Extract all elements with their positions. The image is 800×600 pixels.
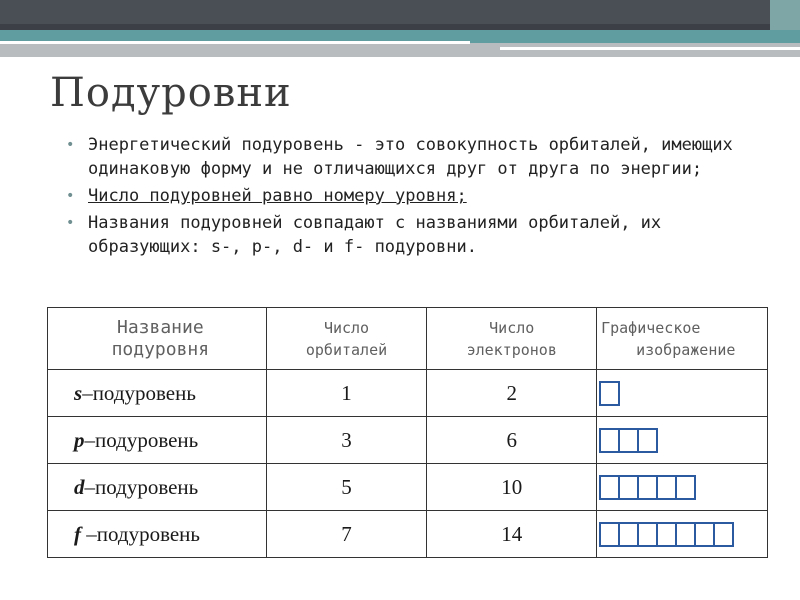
header-white-line [0, 41, 470, 44]
orbital-cell [618, 428, 639, 453]
header-orbitals [266, 308, 427, 370]
bullet-list [66, 133, 766, 262]
bullet-item [66, 211, 766, 259]
bullet-item [66, 184, 766, 208]
sublevel-letter: s [74, 380, 83, 405]
orbital-cell [637, 475, 658, 500]
orbital-cell [599, 381, 620, 406]
bullet-text: Энергетический подуровень - это совокупность орбиталей, имеющих одинаковую форму и не отличающихся друг от друга по энергии; [88, 135, 733, 179]
bullet-item [66, 133, 766, 181]
orbital-count: 7 [266, 511, 427, 558]
electron-count: 14 [427, 511, 597, 558]
orbital-diagram-cell [597, 464, 768, 511]
orbital-cell [694, 522, 715, 547]
bullet-dot-icon: • [66, 188, 75, 204]
sublevel-letter: p [74, 427, 85, 452]
electron-count: 6 [427, 417, 597, 464]
header-name-line1: Название [116, 316, 204, 338]
orbital-cell [618, 522, 639, 547]
orbital-cell [713, 522, 734, 547]
header-accent [770, 0, 800, 30]
electron-count: 10 [427, 464, 597, 511]
header-dark-band [0, 0, 800, 30]
sublevel-suffix: –подуровень [82, 380, 196, 405]
sublevel-name [48, 370, 267, 417]
orbital-diagram-cell [597, 511, 768, 558]
orbital-count: 3 [266, 417, 427, 464]
orbital-boxes [599, 428, 766, 453]
bullet-dot-icon: • [66, 137, 75, 153]
orbital-boxes [599, 381, 766, 406]
orbital-cell [637, 428, 658, 453]
orbital-cell [675, 522, 696, 547]
orbital-cell [618, 475, 639, 500]
table-row [48, 511, 768, 558]
orbital-cell [637, 522, 658, 547]
slide-title: Подуровни [50, 70, 292, 116]
header-graphic [597, 308, 768, 370]
orbital-boxes [599, 522, 766, 547]
orbital-cell [599, 522, 620, 547]
sublevel-suffix: –подуровень [86, 521, 200, 546]
sublevel-letter: d [74, 474, 85, 499]
orbital-boxes [599, 475, 766, 500]
header-orbitals-line2: орбиталей [305, 340, 388, 359]
orbital-cell [599, 475, 620, 500]
orbital-count: 1 [266, 370, 427, 417]
sublevel-name [48, 511, 267, 558]
header-name [48, 308, 267, 370]
table-header-row [48, 308, 768, 370]
sublevel-name [48, 417, 267, 464]
header-electrons-line1: Число [489, 318, 535, 337]
header-name-line2: подуровня [111, 338, 210, 360]
header-orbitals-line1: Число [323, 318, 370, 337]
sublevel-letter: f [74, 521, 87, 546]
orbital-diagram-cell [597, 370, 768, 417]
table-row [48, 417, 768, 464]
orbital-cell [599, 428, 620, 453]
header-electrons [427, 308, 597, 370]
header-graphic-line2: изображение [636, 340, 736, 359]
sublevels-table [47, 307, 768, 558]
orbital-diagram-cell [597, 417, 768, 464]
table-row [48, 464, 768, 511]
sublevel-name [48, 464, 267, 511]
header-electrons-line2: электронов [466, 340, 557, 359]
bullet-dot-icon: • [66, 215, 75, 231]
header-graphic-line1: Графическое [601, 318, 701, 337]
orbital-cell [656, 475, 677, 500]
header-gray-band [0, 43, 800, 57]
sublevel-suffix: –подуровень [84, 427, 199, 452]
table-row [48, 370, 768, 417]
orbital-cell [656, 522, 677, 547]
electron-count: 2 [427, 370, 597, 417]
bullet-text: Число подуровней равно номеру уровня; [88, 186, 467, 206]
header-white-line-2 [500, 47, 800, 50]
sublevel-suffix: –подуровень [84, 474, 199, 499]
orbital-cell [675, 475, 696, 500]
bullet-text: Названия подуровней совпадают с названиями орбиталей, их образующих: s-, p-, d- и f- подуровни. [88, 213, 662, 257]
orbital-count: 5 [266, 464, 427, 511]
